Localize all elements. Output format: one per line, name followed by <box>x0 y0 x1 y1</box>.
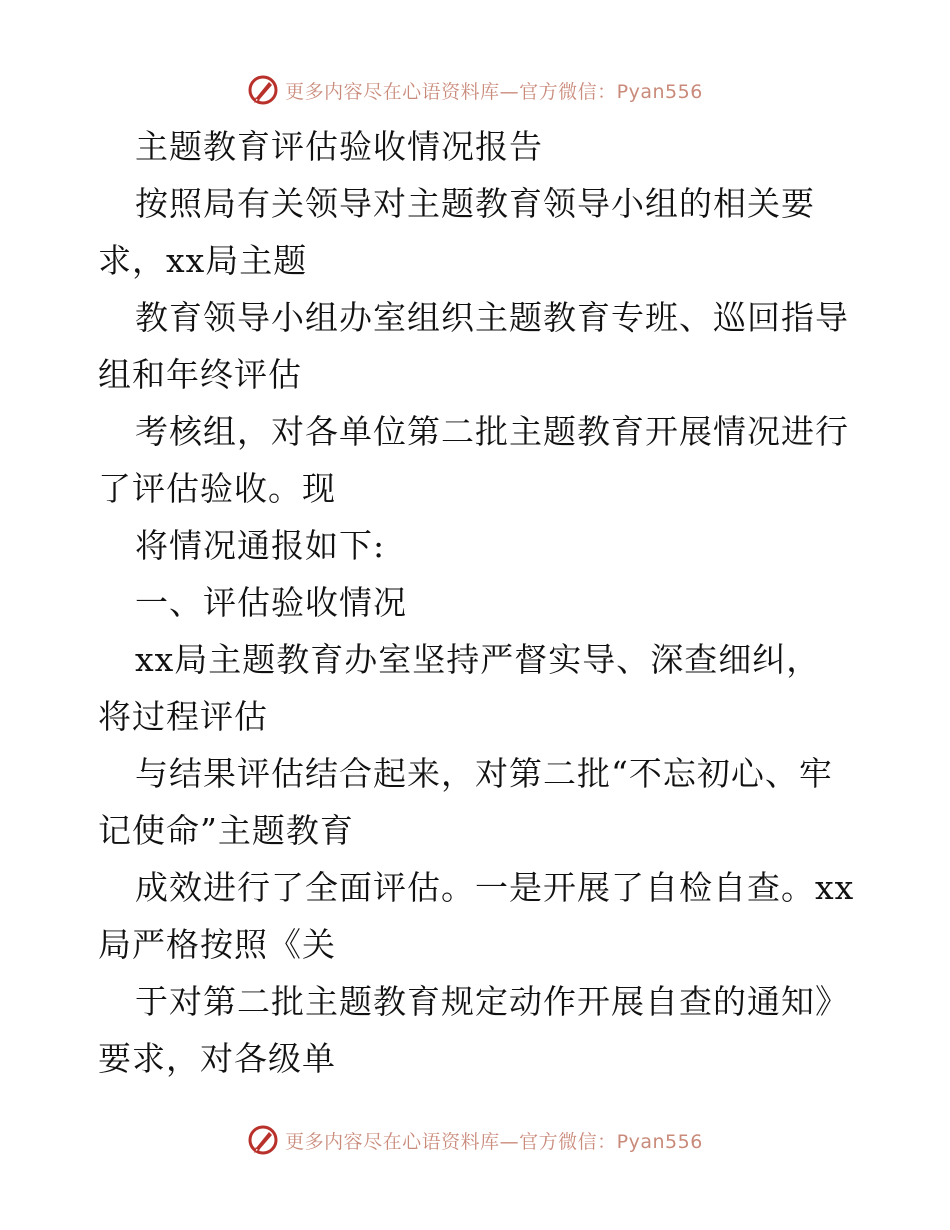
paragraph-line: xx局主题教育办室坚持严督实导、深查细纠， <box>135 640 821 679</box>
paragraph-line: 记使命”主题教育 <box>98 811 354 850</box>
paragraph-line: 于对第二批主题教育规定动作开展自查的通知》 <box>135 982 849 1021</box>
footer-banner-text: 更多内容尽在心语资料库—官方微信：Pyan556 <box>285 1130 703 1153</box>
pen-logo-icon <box>247 74 279 106</box>
document-title: 主题教育评估验收情况报告 <box>135 127 543 166</box>
paragraph-line: 成效进行了全面评估。一是开展了自检自查。xx <box>135 868 855 907</box>
footer-banner <box>0 1120 950 1160</box>
paragraph-line: 按照局有关领导对主题教育领导小组的相关要 <box>135 184 815 223</box>
paragraph-line: 组和年终评估 <box>98 355 302 394</box>
paragraph-line: 与结果评估结合起来，对第二批“不忘初心、牢 <box>135 754 833 793</box>
document-body <box>98 118 868 1087</box>
header-banner <box>0 70 950 110</box>
header-banner-text: 更多内容尽在心语资料库—官方微信：Pyan556 <box>285 80 703 103</box>
paragraph-line: 要求，对各级单 <box>98 1039 336 1078</box>
section-heading: 一、评估验收情况 <box>135 583 407 622</box>
paragraph-line: 教育领导小组办室组织主题教育专班、巡回指导 <box>135 298 849 337</box>
paragraph-line: 考核组，对各单位第二批主题教育开展情况进行 <box>135 412 849 451</box>
paragraph-line: 将过程评估 <box>98 697 268 736</box>
paragraph-line: 了评估验收。现 <box>98 469 336 508</box>
pen-logo-icon <box>247 1124 279 1156</box>
paragraph-line: 将情况通报如下: <box>135 526 386 565</box>
paragraph-line: 求，xx局主题 <box>98 241 308 280</box>
paragraph-line: 局严格按照《关 <box>98 925 336 964</box>
